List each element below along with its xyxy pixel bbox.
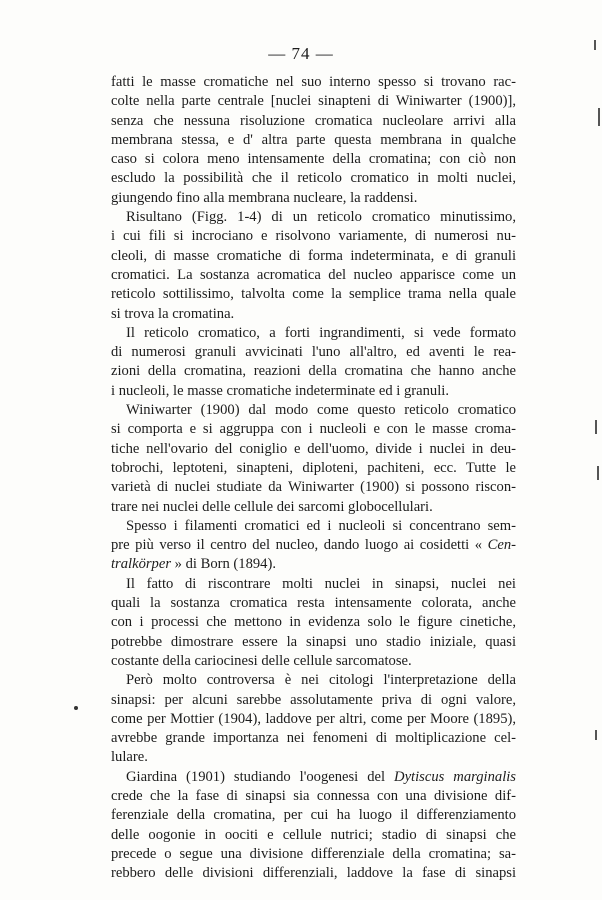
text-line: si trova la cromatina.: [111, 305, 235, 322]
text-line: tralkörper » di Born (1894).: [111, 556, 276, 573]
text-line: di numerosi granuli avvicinati l'uno all'altro, ed aventi le rea-: [111, 344, 516, 361]
text-line: giungendo fino alla membrana nucleare, la raddensi.: [111, 189, 418, 206]
text-line: pre più verso il centro del nucleo, dando luogo ai cosidetti « Cen-: [111, 537, 516, 554]
page-number: — 74 —: [268, 44, 334, 63]
paragraph-start: Il fatto di riscontrare molti nuclei in sinapsi, nuclei nei: [126, 575, 516, 592]
paragraph-start: Risultano (Figg. 1-4) di un reticolo cromatico minutissimo,: [126, 209, 516, 226]
text-line: ferenziale della cromatina, per cui ha luogo il differenziamento: [111, 807, 516, 824]
text-line: crede che la fase di sinapsi sia connessa con una divisione dif-: [111, 787, 516, 804]
paragraph-start: Però molto controversa è nei citologi l'interpretazione della: [126, 672, 516, 689]
text-line: con i processi che mettono in evidenza solo le figure cinetiche,: [111, 614, 516, 631]
text-line: quali la sostanza cromatica resta intensamente colorata, anche: [111, 595, 516, 612]
margin-mark: [595, 730, 597, 740]
text-line: caso si colora meno intensamente della cromatina; con ciò non: [111, 151, 516, 168]
margin-mark: [598, 108, 600, 126]
text-line: cromatici. La sostanza acromatica del nucleo apparisce come un: [111, 266, 516, 283]
text-line: sinapsi: per alcuni sarebbe assolutamente priva di ogni valore,: [111, 691, 516, 708]
text-line: lulare.: [111, 749, 148, 766]
text-line: membrana stessa, e d' altra parte questa membrana in qualche: [111, 131, 516, 148]
margin-mark: [597, 466, 599, 480]
text-line: precede o segue una divisione differenziale della cromatina; sa-: [111, 845, 516, 862]
text-line: rebbero delle divisioni differenziali, laddove la fase di sinapsi: [111, 865, 516, 882]
margin-dot: [74, 706, 78, 710]
text-line: fatti le masse cromatiche nel suo interno spesso si trovano rac-: [111, 74, 516, 90]
text-line: i nucleoli, le masse cromatiche indeterminate ed i granuli.: [111, 382, 449, 399]
text-line: zioni della cromatina, reazioni della cromatina che hanno anche: [111, 363, 516, 380]
text-line: tobrochi, leptoteni, sinapteni, diploteni, pachiteni, ecc. Tutte le: [111, 459, 516, 476]
italic-term: Cen-: [487, 537, 516, 554]
text-line: come per Mottier (1904), laddove per altri, come per Moore (1895),: [111, 710, 516, 727]
text-line: cleoli, di masse cromatiche di forma indeterminata, e di granuli: [111, 247, 516, 264]
margin-mark: [594, 40, 596, 50]
text-line: senza che nessuna risoluzione cromatica nucleolare arrivi alla: [111, 112, 516, 129]
text-line: potrebbe dimostrare essere la sinapsi uno stadio iniziale, quasi: [111, 633, 516, 650]
text-line: varietà di nuclei studiate da Winiwarter (1900) si possono riscon-: [111, 479, 516, 496]
text-line: reticolo sottilissimo, talvolta come la semplice trama nella quale: [111, 286, 516, 303]
text-line: si comporta e si aggruppa con i nucleoli e con le masse croma-: [111, 421, 516, 438]
paragraph-start: Giardina (1901) studiando l'oogenesi del Dytiscus marginalis: [126, 768, 516, 785]
paragraph-start: Il reticolo cromatico, a forti ingrandimenti, si vede formato: [126, 324, 516, 341]
text-line: avrebbe grande importanza nei fenomeni di moltiplicazione cel-: [111, 730, 516, 747]
body-text: [111, 73, 516, 883]
text-line: costante della cariocinesi delle cellule sarcomatose.: [111, 652, 412, 669]
text-line: tiche nell'ovario del coniglio e dell'uomo, divide i nuclei in deu-: [111, 440, 516, 457]
text-line: colte nella parte centrale [nuclei sinapteni di Winiwarter (1900)],: [111, 93, 516, 110]
text-line: i cui fili si incrociano e risolvono variamente, di numerosi nu-: [111, 228, 516, 245]
paragraph-start: Winiwarter (1900) dal modo come questo reticolo cromatico: [126, 402, 516, 419]
italic-term: Dytiscus marginalis: [394, 768, 516, 785]
text-line: escludo la possibilità che il reticolo cromatico in molti nuclei,: [111, 170, 516, 187]
italic-term: tralkörper: [111, 556, 171, 573]
paragraph-start: Spesso i filamenti cromatici ed i nucleoli si concentrano sem-: [126, 517, 516, 534]
margin-mark: [595, 420, 597, 434]
text-line: delle oogonie in oociti e cellule nutrici; stadio di sinapsi che: [111, 826, 516, 843]
text-line: trare nei nuclei delle cellule dei sarcomi globocellulari.: [111, 498, 433, 515]
